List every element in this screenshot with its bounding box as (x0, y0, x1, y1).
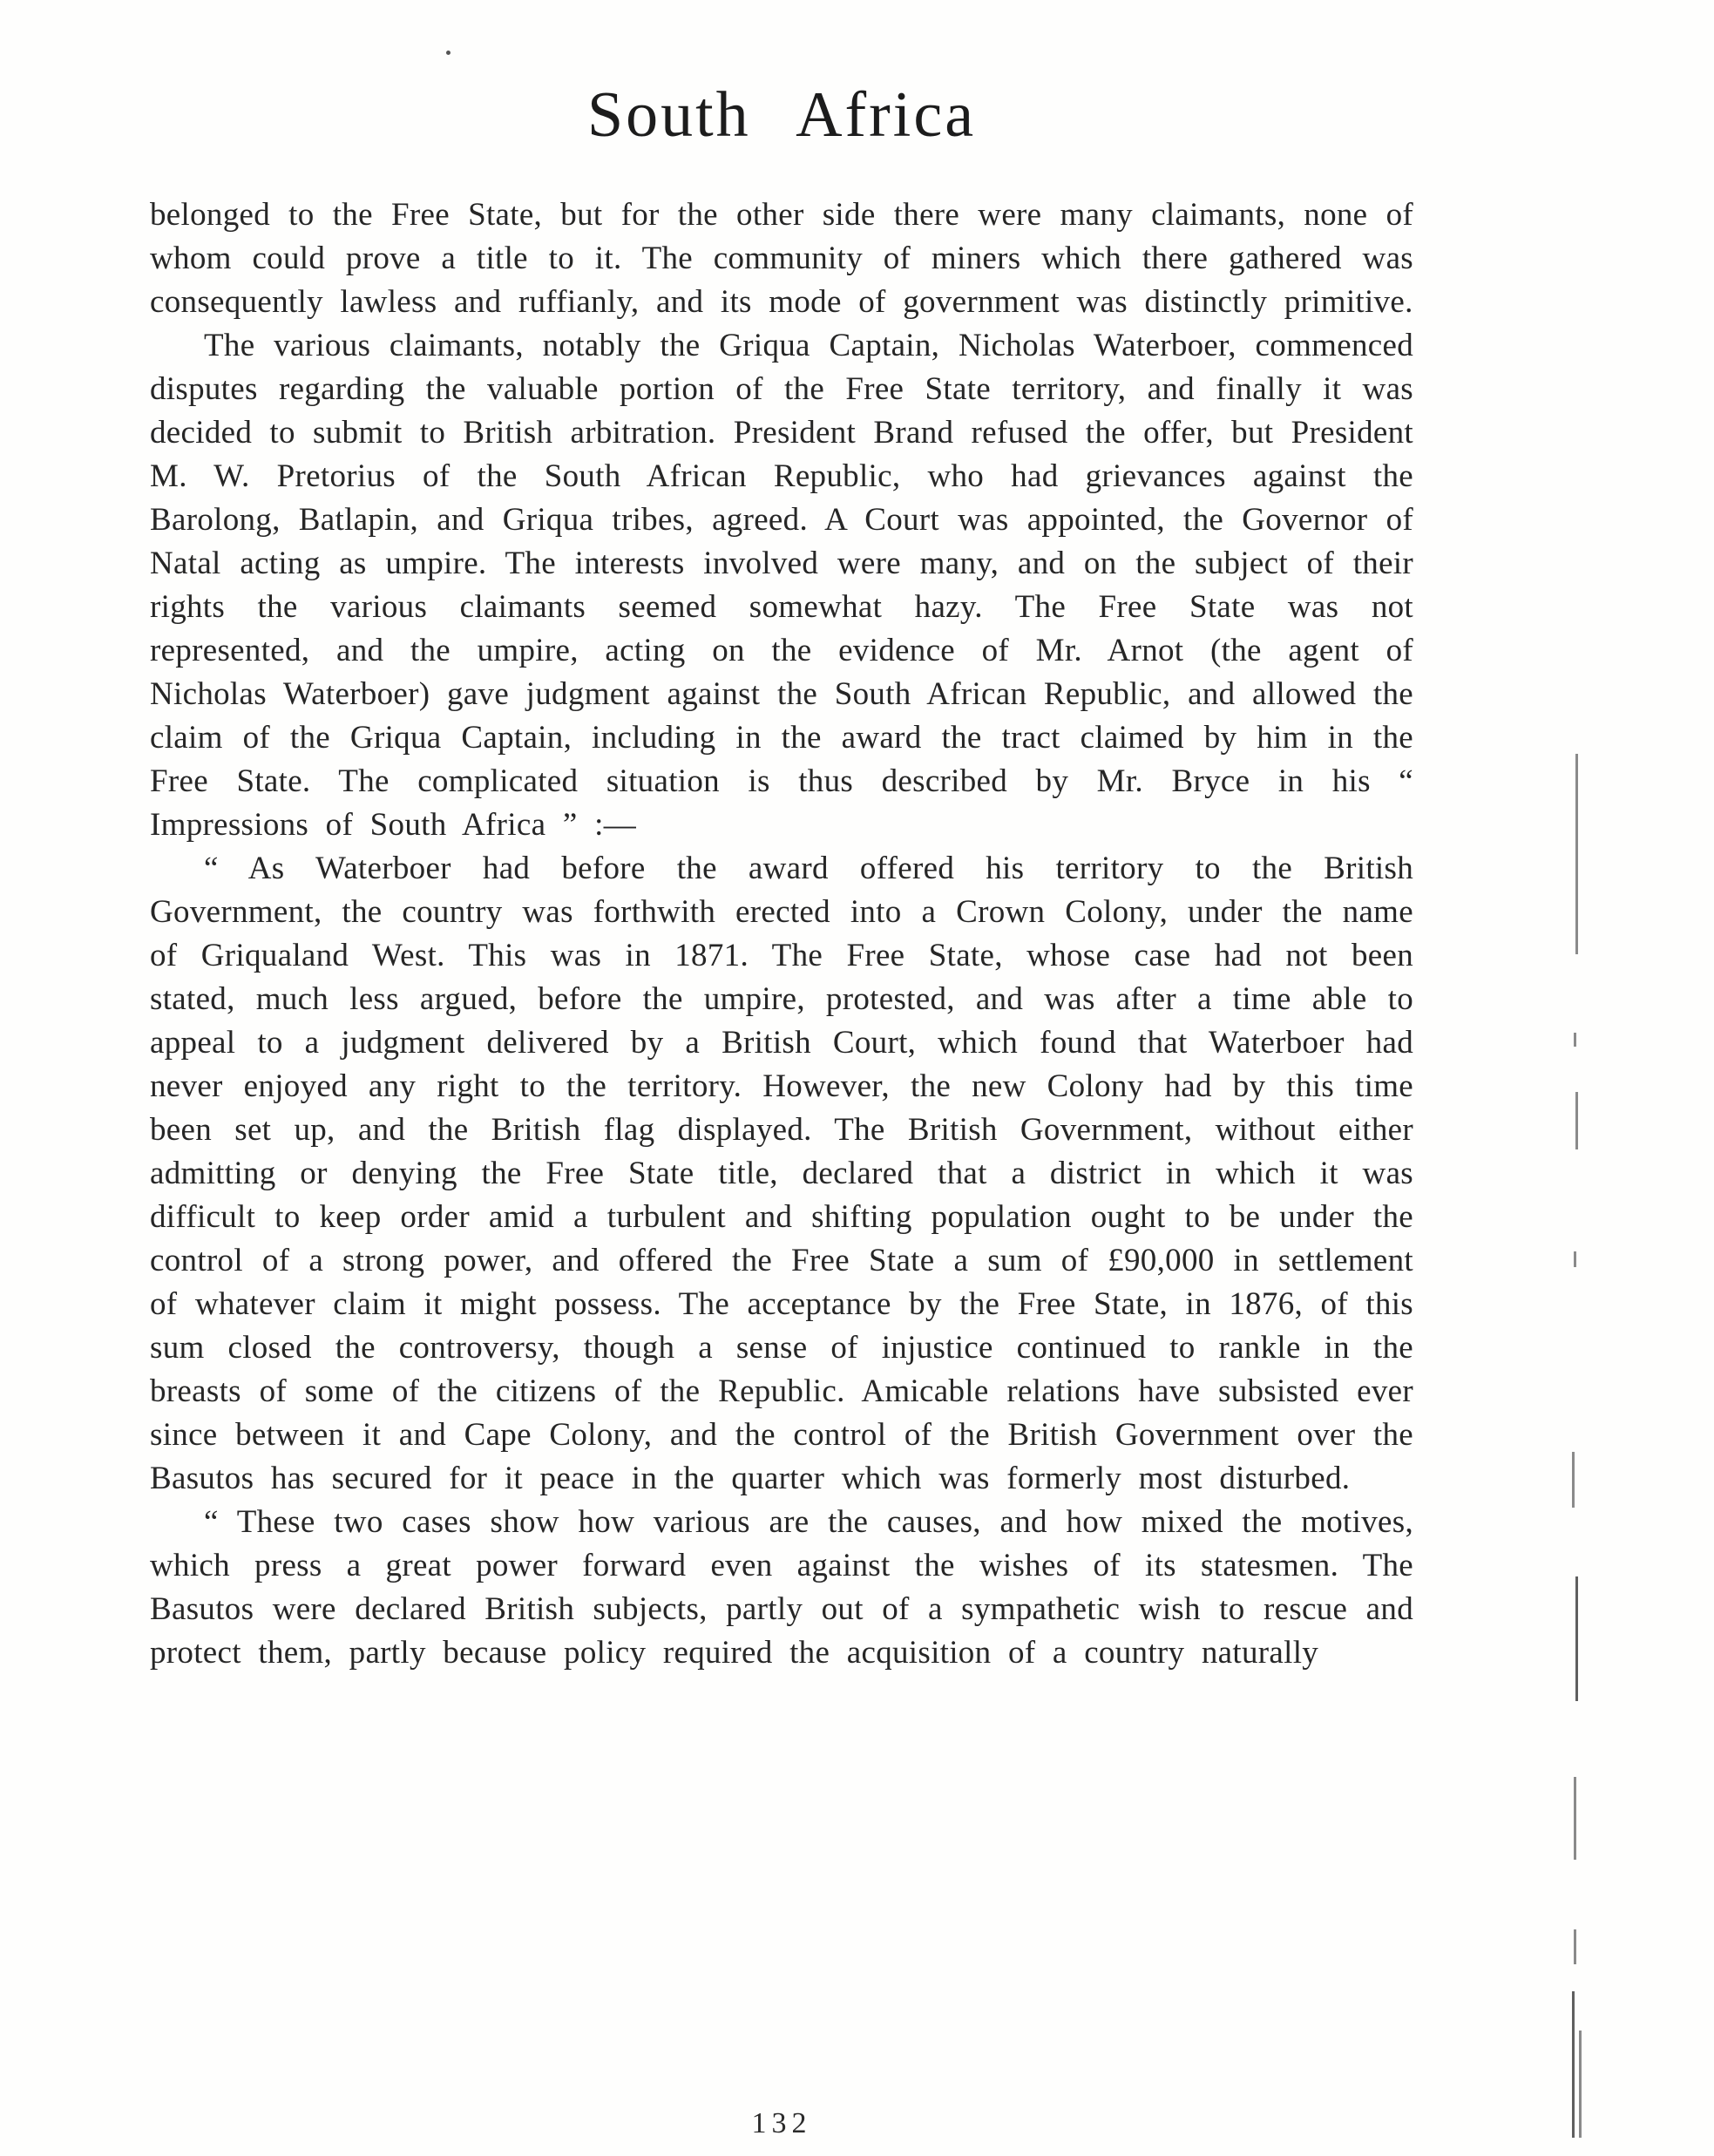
paragraph: “ These two cases show how various are the causes, and how mixed the motives, which press a great power forward even against the wishes of its statesmen. The Basutos were declared British subjects, partly out of a sympathetic wish to rescue and protect them, partly because policy required the acquisition of a country naturally (150, 1504, 1413, 1671)
scan-artifact-line (1574, 1251, 1576, 1267)
scan-artifact-line (1572, 1452, 1575, 1508)
paragraph: “ As Waterboer had before the award offered his territory to the British Government, the country was forthwith erected into a Crown Colony, under the name of Griqualand West. This was in 1871. The Free State, whose case had not been stated, much less argued, before the umpire, protested, and was after a time able to appeal to a judgment delivered by a British Court, which found that Waterboer had never enjoyed any right to the territory. However, the new Colony had by this time been set up, and the British flag displayed. The British Government, without either admitting or denying the Free State title, declared that a district in which it was difficult to keep order amid a turbulent and shifting population ought to be under the control of a strong power, and offered the Free State a sum of £90,000 in settlement of whatever claim it might possess. The acceptance by the Free State, in 1876, of this sum closed the controversy, though a sense of injustice continued to rankle in the breasts of some of the citizens of the Republic. Amicable relations have subsisted ever since between it and Cape Colony, and the control of the British Government over the Basutos has secured for it peace in the quarter which was formerly most disturbed. (150, 851, 1413, 1496)
page-title: South Africa (586, 79, 977, 151)
scan-artifact-line (1572, 1991, 1575, 2138)
scan-artifact-line (1574, 1929, 1576, 1964)
body-text (150, 193, 1413, 1675)
paragraph: The various claimants, notably the Griqua Captain, Nicholas Waterboer, commenced disputes regarding the valuable portion of the Free State territory, and finally it was decided to submit to British arbitration. President Brand refused the offer, but President M. W. Pretorius of the South African Republic, who had grievances against the Barolong, Batlapin, and Griqua tribes, agreed. A Court was appointed, the Governor of Natal acting as umpire. The interests involved were many, and on the subject of their rights the various claimants seemed somewhat hazy. The Free State was not represented, and the umpire, acting on the evidence of Mr. Arnot (the agent of Nicholas Waterboer) gave judgment against the South African Republic, and allowed the claim of the Griqua Captain, including in the award the tract claimed by him in the Free State. The complicated situation is thus described by Mr. Bryce in his “ Impressions of South Africa ” :— (150, 328, 1413, 843)
scan-artifact-line (1575, 1576, 1578, 1701)
scan-artifact-line (1575, 754, 1578, 954)
scan-artifact-line (1575, 1092, 1578, 1149)
page-number: 132 (751, 2107, 812, 2139)
scan-artifact-line (1574, 1033, 1576, 1047)
scan-artifact-line (1579, 2031, 1582, 2138)
paragraph: belonged to the Free State, but for the other side there were many claimants, none of whom could prove a title to it. The community of miners which there gathered was consequently lawless and ruffianly, and its mode of government was distinctly primitive. (150, 197, 1413, 320)
scan-artifact-line (1574, 1777, 1576, 1860)
scan-speck (446, 51, 451, 55)
